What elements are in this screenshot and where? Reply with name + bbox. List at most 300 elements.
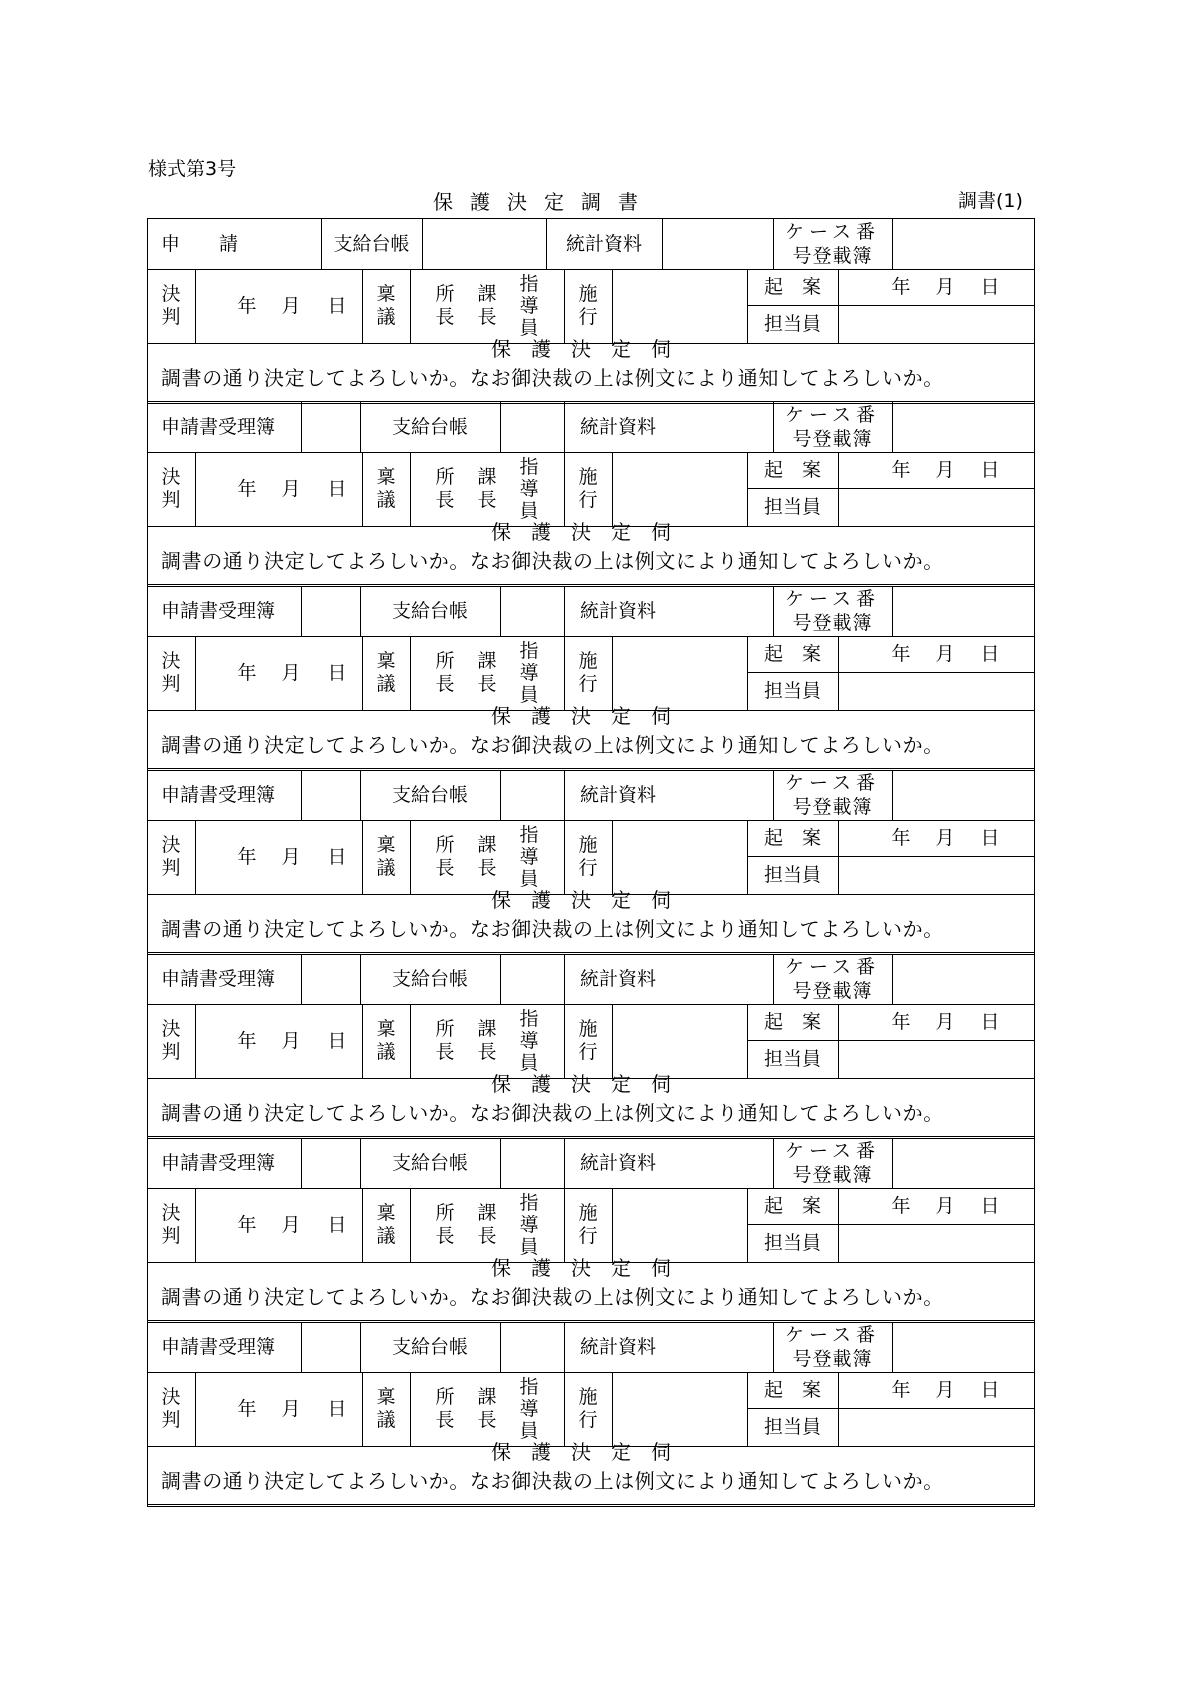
statistics-label: 統計資料 bbox=[579, 1151, 656, 1174]
decision-label-line2: 判 bbox=[161, 306, 181, 328]
decision-text: 調書の通り決定してよろしいか。なお御決裁の上は例文により通知してよろしいか。 bbox=[161, 366, 944, 390]
guidance-staff-label-line1: 指 bbox=[519, 1376, 539, 1398]
payment-ledger-label: 支給台帳 bbox=[391, 1151, 468, 1174]
staff-label: 担当員 bbox=[763, 1047, 821, 1070]
section-chief-label-line2: 長 bbox=[477, 306, 497, 328]
column-divider bbox=[838, 269, 839, 343]
draft-label-line1: 稟 bbox=[376, 1018, 396, 1040]
case-number-label-line1: ケース番 bbox=[784, 221, 881, 243]
drafting-month: 月 bbox=[935, 458, 955, 481]
right-border bbox=[1034, 954, 1035, 1138]
column-divider bbox=[301, 954, 302, 1004]
section-chief-label bbox=[472, 452, 502, 526]
draft-label-line2: 議 bbox=[376, 489, 396, 511]
case-number-label bbox=[773, 219, 892, 269]
enforcement-label-line2: 行 bbox=[578, 1041, 598, 1063]
column-divider bbox=[195, 452, 196, 526]
case-number-label bbox=[773, 586, 892, 636]
guidance-staff-label-line2: 導 bbox=[519, 478, 539, 500]
section-chief-label-line2: 長 bbox=[477, 1041, 497, 1063]
column-divider bbox=[195, 1372, 196, 1446]
section-chief-label bbox=[472, 820, 502, 894]
right-border bbox=[1034, 586, 1035, 770]
column-divider bbox=[301, 1138, 302, 1188]
right-border bbox=[1034, 770, 1035, 954]
drafting-month: 月 bbox=[935, 1378, 955, 1401]
page-label: 調書(1) bbox=[958, 190, 1023, 212]
case-number-label-line2: 号登載簿 bbox=[792, 428, 873, 450]
section-chief-label-line1: 課 bbox=[477, 1018, 497, 1040]
decision-text: 調書の通り決定してよろしいか。なお御決裁の上は例文により通知してよろしいか。 bbox=[161, 1469, 944, 1493]
application-label: 申 請 bbox=[161, 232, 249, 255]
guidance-staff-label-line2: 導 bbox=[519, 1214, 539, 1236]
decision-inquiry-heading: 保護決定伺 bbox=[491, 704, 691, 728]
director-label bbox=[430, 269, 460, 343]
application-label: 申請書受理簿 bbox=[161, 783, 276, 806]
director-label-line1: 所 bbox=[435, 466, 455, 488]
drafting-month: 月 bbox=[935, 826, 955, 849]
drafting-label: 起 案 bbox=[763, 275, 821, 298]
column-divider bbox=[410, 452, 411, 526]
director-label-line2: 長 bbox=[435, 306, 455, 328]
guidance-staff-label-line2: 導 bbox=[519, 662, 539, 684]
staff-label: 担当員 bbox=[763, 312, 821, 335]
director-label bbox=[430, 1372, 460, 1446]
year-label: 年 bbox=[237, 1213, 257, 1236]
drafting-day: 日 bbox=[980, 642, 1000, 665]
case-number-label-line2: 号登載簿 bbox=[792, 1348, 873, 1370]
enforcement-label-line1: 施 bbox=[578, 1386, 598, 1408]
case-number-label-line1: ケース番 bbox=[784, 772, 881, 794]
draft-label bbox=[362, 820, 410, 894]
form-block bbox=[147, 1138, 1035, 1322]
column-divider bbox=[195, 269, 196, 343]
director-label-line2: 長 bbox=[435, 857, 455, 879]
month-label: 月 bbox=[281, 1029, 301, 1052]
decision-inquiry-heading: 保護決定伺 bbox=[491, 520, 691, 544]
column-divider bbox=[301, 770, 302, 820]
drafting-year: 年 bbox=[891, 1010, 911, 1033]
year-label: 年 bbox=[237, 1029, 257, 1052]
document-title: 保護決定調書 bbox=[433, 190, 655, 214]
column-divider bbox=[410, 1188, 411, 1262]
enforcement-label-line1: 施 bbox=[578, 1202, 598, 1224]
day-label: 日 bbox=[327, 845, 347, 868]
guidance-staff-label-line3: 員 bbox=[519, 1236, 539, 1258]
case-number-label-line2: 号登載簿 bbox=[792, 796, 873, 818]
case-number-label-line1: ケース番 bbox=[784, 1140, 881, 1162]
form-block bbox=[147, 402, 1035, 586]
enforcement-label-line1: 施 bbox=[578, 283, 598, 305]
column-divider bbox=[410, 820, 411, 894]
enforcement-label-line2: 行 bbox=[578, 673, 598, 695]
column-divider bbox=[410, 1372, 411, 1446]
director-label bbox=[430, 820, 460, 894]
case-number-label-line2: 号登載簿 bbox=[792, 1164, 873, 1186]
column-divider bbox=[892, 402, 893, 452]
drafting-year: 年 bbox=[891, 275, 911, 298]
director-label-line2: 長 bbox=[435, 1409, 455, 1431]
staff-label: 担当員 bbox=[763, 495, 821, 518]
drafting-month: 月 bbox=[935, 275, 955, 298]
column-divider bbox=[500, 954, 501, 1004]
decision-label-line2: 判 bbox=[161, 857, 181, 879]
director-label bbox=[430, 636, 460, 710]
draft-label-line1: 稟 bbox=[376, 1386, 396, 1408]
column-divider bbox=[838, 1188, 839, 1262]
draft-label-line2: 議 bbox=[376, 1409, 396, 1431]
enforcement-label bbox=[564, 1188, 612, 1262]
column-divider bbox=[500, 1322, 501, 1372]
form-block bbox=[147, 770, 1035, 954]
decision-label-line2: 判 bbox=[161, 489, 181, 511]
day-label: 日 bbox=[327, 477, 347, 500]
month-label: 月 bbox=[281, 1397, 301, 1420]
case-number-label bbox=[773, 1138, 892, 1188]
case-number-label bbox=[773, 1322, 892, 1372]
draft-label bbox=[362, 452, 410, 526]
drafting-label: 起 案 bbox=[763, 1010, 821, 1033]
guidance-staff-label bbox=[514, 820, 544, 894]
drafting-label: 起 案 bbox=[763, 826, 821, 849]
statistics-label: 統計資料 bbox=[579, 415, 656, 438]
staff-label: 担当員 bbox=[763, 679, 821, 702]
guidance-staff-label-line2: 導 bbox=[519, 1398, 539, 1420]
column-divider bbox=[838, 820, 839, 894]
payment-ledger-label: 支給台帳 bbox=[333, 232, 410, 255]
column-divider bbox=[195, 1188, 196, 1262]
month-label: 月 bbox=[281, 1213, 301, 1236]
director-label bbox=[430, 1188, 460, 1262]
enforcement-label bbox=[564, 1004, 612, 1078]
director-label-line2: 長 bbox=[435, 673, 455, 695]
column-divider bbox=[892, 1138, 893, 1188]
case-number-label bbox=[773, 770, 892, 820]
draft-label-line1: 稟 bbox=[376, 834, 396, 856]
decision-label bbox=[147, 636, 195, 710]
section-chief-label-line1: 課 bbox=[477, 1202, 497, 1224]
case-number-label-line2: 号登載簿 bbox=[792, 980, 873, 1002]
decision-label-line2: 判 bbox=[161, 1225, 181, 1247]
guidance-staff-label-line2: 導 bbox=[519, 1030, 539, 1052]
year-label: 年 bbox=[237, 661, 257, 684]
decision-label-line1: 決 bbox=[161, 283, 181, 305]
column-divider bbox=[838, 1372, 839, 1446]
column-divider bbox=[500, 770, 501, 820]
director-label bbox=[430, 452, 460, 526]
application-label: 申請書受理簿 bbox=[161, 1335, 276, 1358]
decision-label bbox=[147, 1004, 195, 1078]
draft-label-line1: 稟 bbox=[376, 466, 396, 488]
draft-label bbox=[362, 1372, 410, 1446]
drafting-day: 日 bbox=[980, 1194, 1000, 1217]
decision-inquiry-heading: 保護決定伺 bbox=[491, 1440, 691, 1464]
director-label bbox=[430, 1004, 460, 1078]
draft-label-line2: 議 bbox=[376, 1041, 396, 1063]
section-chief-label-line2: 長 bbox=[477, 1409, 497, 1431]
enforcement-label-line2: 行 bbox=[578, 489, 598, 511]
section-chief-label-line2: 長 bbox=[477, 1225, 497, 1247]
director-label-line1: 所 bbox=[435, 1386, 455, 1408]
enforcement-label-line1: 施 bbox=[578, 834, 598, 856]
column-divider bbox=[892, 1322, 893, 1372]
enforcement-label-line2: 行 bbox=[578, 306, 598, 328]
enforcement-label-line1: 施 bbox=[578, 466, 598, 488]
enforcement-label-line1: 施 bbox=[578, 650, 598, 672]
day-label: 日 bbox=[327, 1397, 347, 1420]
application-label: 申請書受理簿 bbox=[161, 599, 276, 622]
enforcement-label-line2: 行 bbox=[578, 1225, 598, 1247]
column-divider bbox=[838, 636, 839, 710]
director-label-line1: 所 bbox=[435, 283, 455, 305]
column-divider bbox=[892, 586, 893, 636]
section-chief-label bbox=[472, 269, 502, 343]
column-divider bbox=[410, 636, 411, 710]
column-divider bbox=[892, 954, 893, 1004]
column-divider bbox=[612, 269, 613, 343]
payment-ledger-label: 支給台帳 bbox=[391, 1335, 468, 1358]
section-chief-label-line1: 課 bbox=[477, 466, 497, 488]
draft-label bbox=[362, 636, 410, 710]
column-divider bbox=[301, 1322, 302, 1372]
director-label-line1: 所 bbox=[435, 834, 455, 856]
drafting-label: 起 案 bbox=[763, 1194, 821, 1217]
column-divider bbox=[500, 1138, 501, 1188]
application-label: 申請書受理簿 bbox=[161, 415, 276, 438]
day-label: 日 bbox=[327, 1029, 347, 1052]
section-chief-label bbox=[472, 636, 502, 710]
drafting-year: 年 bbox=[891, 1194, 911, 1217]
enforcement-label bbox=[564, 269, 612, 343]
director-label-line2: 長 bbox=[435, 1225, 455, 1247]
column-divider bbox=[612, 820, 613, 894]
guidance-staff-label-line1: 指 bbox=[519, 273, 539, 295]
enforcement-label bbox=[564, 636, 612, 710]
drafting-day: 日 bbox=[980, 275, 1000, 298]
guidance-staff-label-line3: 員 bbox=[519, 317, 539, 339]
case-number-label-line1: ケース番 bbox=[784, 588, 881, 610]
decision-inquiry-heading: 保護決定伺 bbox=[491, 337, 691, 361]
staff-label: 担当員 bbox=[763, 863, 821, 886]
decision-label-line2: 判 bbox=[161, 1041, 181, 1063]
payment-ledger-label: 支給台帳 bbox=[391, 599, 468, 622]
statistics-label: 統計資料 bbox=[565, 232, 642, 255]
guidance-staff-label-line1: 指 bbox=[519, 640, 539, 662]
case-number-label bbox=[773, 402, 892, 452]
year-label: 年 bbox=[237, 845, 257, 868]
guidance-staff-label-line2: 導 bbox=[519, 295, 539, 317]
form-block bbox=[147, 954, 1035, 1138]
column-divider bbox=[500, 402, 501, 452]
column-divider bbox=[612, 636, 613, 710]
statistics-label: 統計資料 bbox=[579, 599, 656, 622]
column-divider bbox=[422, 219, 423, 269]
column-divider bbox=[195, 1004, 196, 1078]
decision-text: 調書の通り決定してよろしいか。なお御決裁の上は例文により通知してよろしいか。 bbox=[161, 917, 944, 941]
drafting-day: 日 bbox=[980, 826, 1000, 849]
application-label: 申請書受理簿 bbox=[161, 1151, 276, 1174]
case-number-label-line1: ケース番 bbox=[784, 1324, 881, 1346]
drafting-label: 起 案 bbox=[763, 1378, 821, 1401]
statistics-label: 統計資料 bbox=[579, 967, 656, 990]
draft-label-line2: 議 bbox=[376, 306, 396, 328]
draft-label-line1: 稟 bbox=[376, 1202, 396, 1224]
column-divider bbox=[612, 1188, 613, 1262]
drafting-month: 月 bbox=[935, 1010, 955, 1033]
enforcement-label bbox=[564, 820, 612, 894]
decision-text: 調書の通り決定してよろしいか。なお御決裁の上は例文により通知してよろしいか。 bbox=[161, 1285, 944, 1309]
decision-label-line1: 決 bbox=[161, 466, 181, 488]
guidance-staff-label-line3: 員 bbox=[519, 1052, 539, 1074]
drafting-year: 年 bbox=[891, 458, 911, 481]
case-number-label-line2: 号登載簿 bbox=[792, 612, 873, 634]
column-divider bbox=[195, 820, 196, 894]
drafting-day: 日 bbox=[980, 458, 1000, 481]
section-chief-label-line1: 課 bbox=[477, 834, 497, 856]
drafting-month: 月 bbox=[935, 642, 955, 665]
right-border bbox=[1034, 1138, 1035, 1322]
director-label-line1: 所 bbox=[435, 650, 455, 672]
decision-text: 調書の通り決定してよろしいか。なお御決裁の上は例文により通知してよろしいか。 bbox=[161, 1101, 944, 1125]
case-number-label-line1: ケース番 bbox=[784, 956, 881, 978]
section-chief-label-line2: 長 bbox=[477, 673, 497, 695]
decision-label bbox=[147, 269, 195, 343]
case-number-label-line2: 号登載簿 bbox=[792, 245, 873, 267]
section-chief-label bbox=[472, 1372, 502, 1446]
enforcement-label-line1: 施 bbox=[578, 1018, 598, 1040]
right-border bbox=[1034, 219, 1035, 403]
section-chief-label-line1: 課 bbox=[477, 283, 497, 305]
director-label-line2: 長 bbox=[435, 1041, 455, 1063]
guidance-staff-label-line2: 導 bbox=[519, 846, 539, 868]
month-label: 月 bbox=[281, 845, 301, 868]
guidance-staff-label-line3: 員 bbox=[519, 868, 539, 890]
column-divider bbox=[662, 219, 663, 269]
year-label: 年 bbox=[237, 1397, 257, 1420]
day-label: 日 bbox=[327, 1213, 347, 1236]
decision-inquiry-heading: 保護決定伺 bbox=[491, 1072, 691, 1096]
drafting-month: 月 bbox=[935, 1194, 955, 1217]
decision-inquiry-heading: 保護決定伺 bbox=[491, 888, 691, 912]
decision-label bbox=[147, 1372, 195, 1446]
column-divider bbox=[612, 1004, 613, 1078]
section-chief-label-line1: 課 bbox=[477, 650, 497, 672]
draft-label-line2: 議 bbox=[376, 857, 396, 879]
year-label: 年 bbox=[237, 477, 257, 500]
column-divider bbox=[612, 452, 613, 526]
guidance-staff-label-line1: 指 bbox=[519, 1008, 539, 1030]
column-divider bbox=[301, 402, 302, 452]
decision-label-line1: 決 bbox=[161, 650, 181, 672]
payment-ledger-label: 支給台帳 bbox=[391, 415, 468, 438]
drafting-label: 起 案 bbox=[763, 642, 821, 665]
guidance-staff-label-line3: 員 bbox=[519, 500, 539, 522]
draft-label bbox=[362, 1188, 410, 1262]
drafting-year: 年 bbox=[891, 826, 911, 849]
guidance-staff-label bbox=[514, 636, 544, 710]
guidance-staff-label bbox=[514, 269, 544, 343]
statistics-label: 統計資料 bbox=[579, 1335, 656, 1358]
decision-label-line1: 決 bbox=[161, 1202, 181, 1224]
section-chief-label-line1: 課 bbox=[477, 1386, 497, 1408]
draft-label-line1: 稟 bbox=[376, 650, 396, 672]
decision-label-line1: 決 bbox=[161, 1018, 181, 1040]
decision-text: 調書の通り決定してよろしいか。なお御決裁の上は例文により通知してよろしいか。 bbox=[161, 549, 944, 573]
guidance-staff-label-line3: 員 bbox=[519, 1420, 539, 1442]
drafting-label: 起 案 bbox=[763, 458, 821, 481]
enforcement-label bbox=[564, 1372, 612, 1446]
decision-label bbox=[147, 1188, 195, 1262]
drafting-year: 年 bbox=[891, 1378, 911, 1401]
form-block bbox=[147, 218, 1035, 403]
guidance-staff-label-line1: 指 bbox=[519, 824, 539, 846]
column-divider bbox=[838, 452, 839, 526]
enforcement-label bbox=[564, 452, 612, 526]
form-block bbox=[147, 1322, 1035, 1506]
guidance-staff-label bbox=[514, 1372, 544, 1446]
form-block bbox=[147, 586, 1035, 770]
month-label: 月 bbox=[281, 661, 301, 684]
form-number: 様式第3号 bbox=[148, 158, 237, 180]
month-label: 月 bbox=[281, 477, 301, 500]
application-label: 申請書受理簿 bbox=[161, 967, 276, 990]
guidance-staff-label bbox=[514, 452, 544, 526]
month-label: 月 bbox=[281, 294, 301, 317]
draft-label-line1: 稟 bbox=[376, 283, 396, 305]
guidance-staff-label-line1: 指 bbox=[519, 456, 539, 478]
column-divider bbox=[892, 219, 893, 269]
day-label: 日 bbox=[327, 294, 347, 317]
decision-label bbox=[147, 452, 195, 526]
payment-ledger-label: 支給台帳 bbox=[391, 783, 468, 806]
right-border bbox=[1034, 402, 1035, 586]
draft-label-line2: 議 bbox=[376, 673, 396, 695]
section-chief-label bbox=[472, 1004, 502, 1078]
drafting-year: 年 bbox=[891, 642, 911, 665]
payment-ledger-label: 支給台帳 bbox=[391, 967, 468, 990]
section-chief-label-line2: 長 bbox=[477, 489, 497, 511]
section-chief-label-line2: 長 bbox=[477, 857, 497, 879]
staff-label: 担当員 bbox=[763, 1415, 821, 1438]
decision-label-line1: 決 bbox=[161, 834, 181, 856]
right-border bbox=[1034, 1322, 1035, 1506]
guidance-staff-label bbox=[514, 1004, 544, 1078]
statistics-label: 統計資料 bbox=[579, 783, 656, 806]
guidance-staff-label bbox=[514, 1188, 544, 1262]
decision-label bbox=[147, 820, 195, 894]
decision-label-line2: 判 bbox=[161, 673, 181, 695]
draft-label-line2: 議 bbox=[376, 1225, 396, 1247]
column-divider bbox=[892, 770, 893, 820]
director-label-line1: 所 bbox=[435, 1202, 455, 1224]
guidance-staff-label-line3: 員 bbox=[519, 684, 539, 706]
draft-label bbox=[362, 269, 410, 343]
case-number-label bbox=[773, 954, 892, 1004]
day-label: 日 bbox=[327, 661, 347, 684]
year-label: 年 bbox=[237, 294, 257, 317]
column-divider bbox=[301, 586, 302, 636]
drafting-day: 日 bbox=[980, 1378, 1000, 1401]
column-divider bbox=[838, 1004, 839, 1078]
column-divider bbox=[195, 636, 196, 710]
column-divider bbox=[500, 586, 501, 636]
enforcement-label-line2: 行 bbox=[578, 1409, 598, 1431]
drafting-day: 日 bbox=[980, 1010, 1000, 1033]
column-divider bbox=[410, 1004, 411, 1078]
director-label-line2: 長 bbox=[435, 489, 455, 511]
decision-label-line1: 決 bbox=[161, 1386, 181, 1408]
staff-label: 担当員 bbox=[763, 1231, 821, 1254]
